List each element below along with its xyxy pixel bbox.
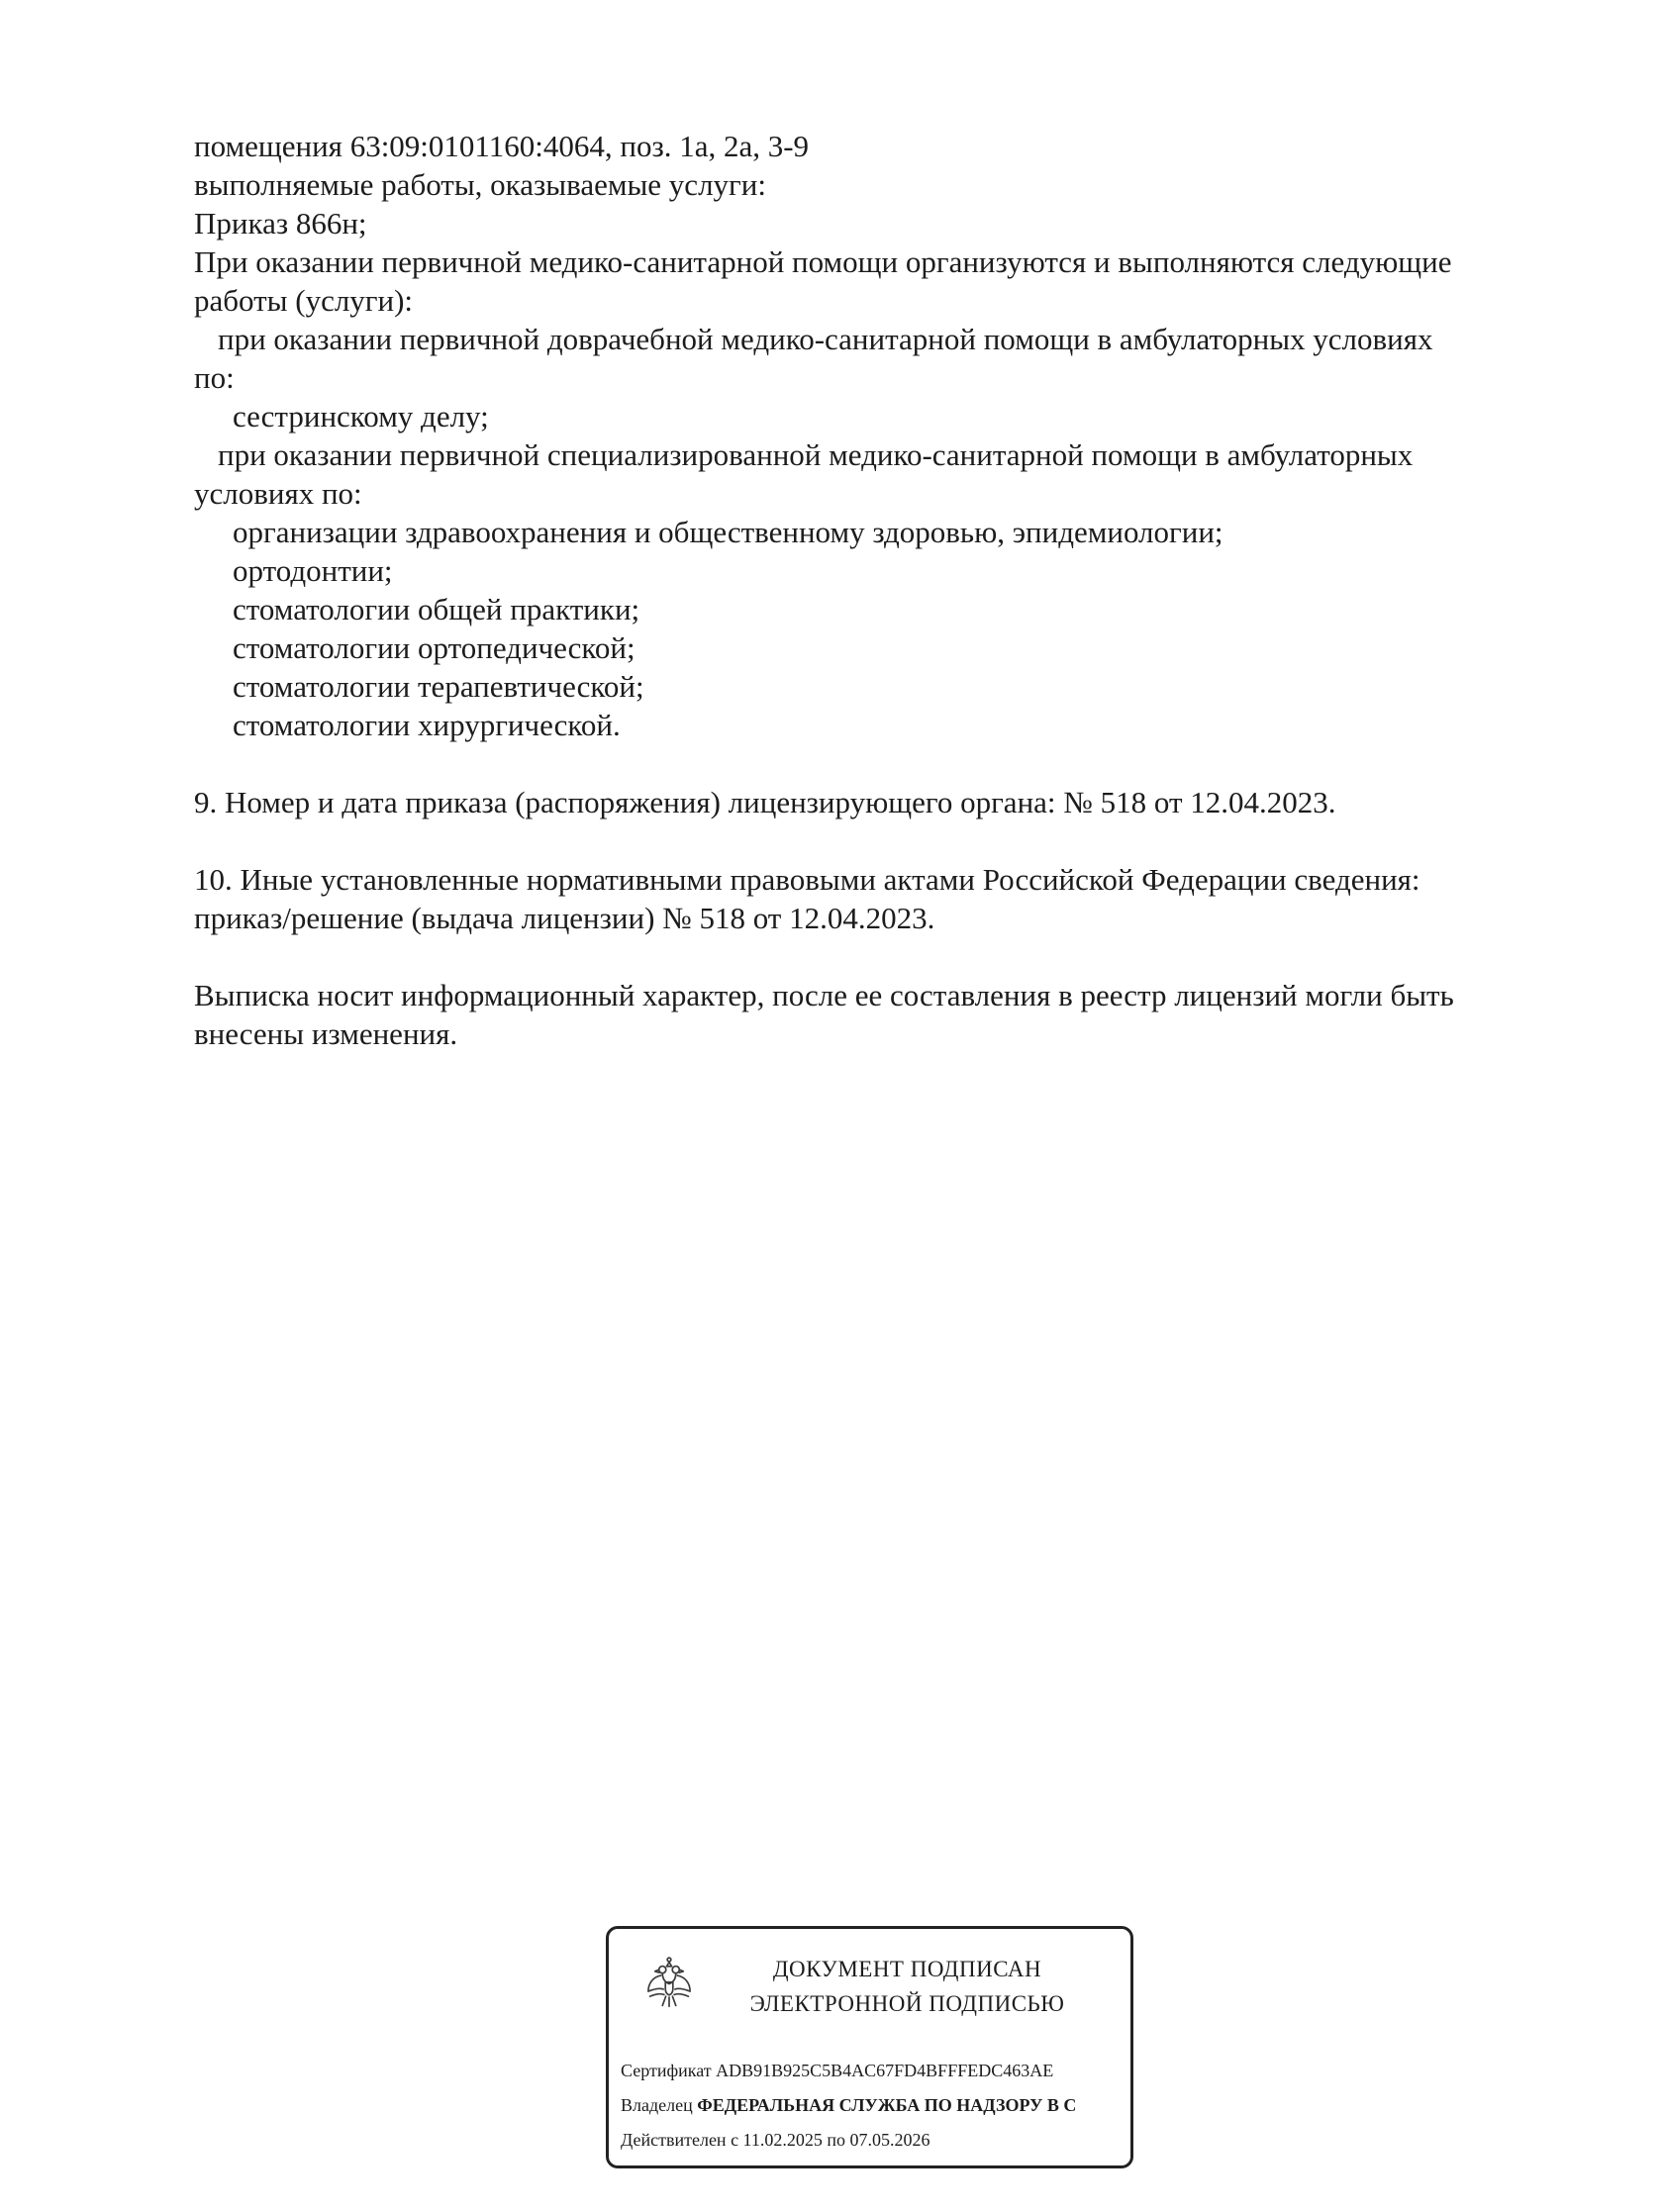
document-body: [194, 127, 1550, 1053]
stamp-certificate-line: [621, 2054, 1130, 2088]
stamp-validity-line: Действителен с 11.02.2025 по 07.05.2026: [621, 2130, 930, 2150]
document-line: стоматологии ортопедической;: [233, 630, 636, 665]
document-line: при оказании первичной доврачебной медико-санитарной помощи в амбулаторных условиях: [218, 322, 1433, 356]
document-line: 10. Иные установленные нормативными правовыми актами Российской Федерации сведения:: [194, 862, 1420, 897]
stamp-owner-label: Владелец: [621, 2095, 693, 2115]
document-line: организации здравоохранения и общественному здоровью, эпидемиологии;: [233, 515, 1223, 549]
document-line: [194, 744, 1550, 783]
stamp-title: [696, 1952, 1119, 2021]
document-line: приказ/решение (выдача лицензии) № 518 от 12.04.2023.: [194, 901, 935, 935]
stamp-certificate-label: Сертификат: [621, 2061, 712, 2080]
document-line: выполняемые работы, оказываемые услуги:: [194, 167, 766, 202]
document-line: стоматологии хирургической.: [233, 708, 621, 742]
stamp-title-line1: ДОКУМЕНТ ПОДПИСАН: [772, 1957, 1042, 1981]
document-line: Выписка носит информационный характер, после ее составления в реестр лицензий могли быть: [194, 978, 1454, 1012]
document-line: [194, 821, 1550, 860]
document-line: по:: [194, 360, 235, 395]
stamp-header: [621, 1939, 1130, 2034]
document-line: Приказ 866н;: [194, 206, 367, 240]
document-line: сестринскому делу;: [233, 399, 489, 433]
signature-stamp: [606, 1926, 1133, 2168]
stamp-owner-value: ФЕДЕРАЛЬНАЯ СЛУЖБА ПО НАДЗОРУ В С: [697, 2095, 1077, 2115]
document-line: При оказании первичной медико-санитарной помощи организуются и выполняются следующие: [194, 244, 1452, 279]
document-line: стоматологии терапевтической;: [233, 669, 644, 704]
stamp-owner-line: [621, 2088, 1130, 2123]
stamp-certificate-value: ADB91B925C5B4AC67FD4BFFFEDC463AE: [716, 2061, 1054, 2080]
document-line: помещения 63:09:0101160:4064, поз. 1а, 2а, 3-9: [194, 129, 810, 163]
stamp-details: [621, 2054, 1130, 2158]
coat-of-arms-icon: [642, 1955, 696, 2018]
stamp-title-line2: ЭЛЕКТРОННОЙ ПОДПИСЬЮ: [749, 1991, 1065, 2016]
document-line: условиях по:: [194, 476, 362, 511]
document-line: ортодонтии;: [233, 553, 393, 588]
document-line: работы (услуги):: [194, 283, 414, 318]
document-line: при оказании первичной специализированной медико-санитарной помощи в амбулаторных: [218, 437, 1414, 472]
document-line: стоматологии общей практики;: [233, 592, 640, 626]
document-line: [194, 937, 1550, 976]
document-line: 9. Номер и дата приказа (распоряжения) лицензирующего органа: № 518 от 12.04.2023.: [194, 785, 1336, 819]
document-line: внесены изменения.: [194, 1016, 458, 1051]
